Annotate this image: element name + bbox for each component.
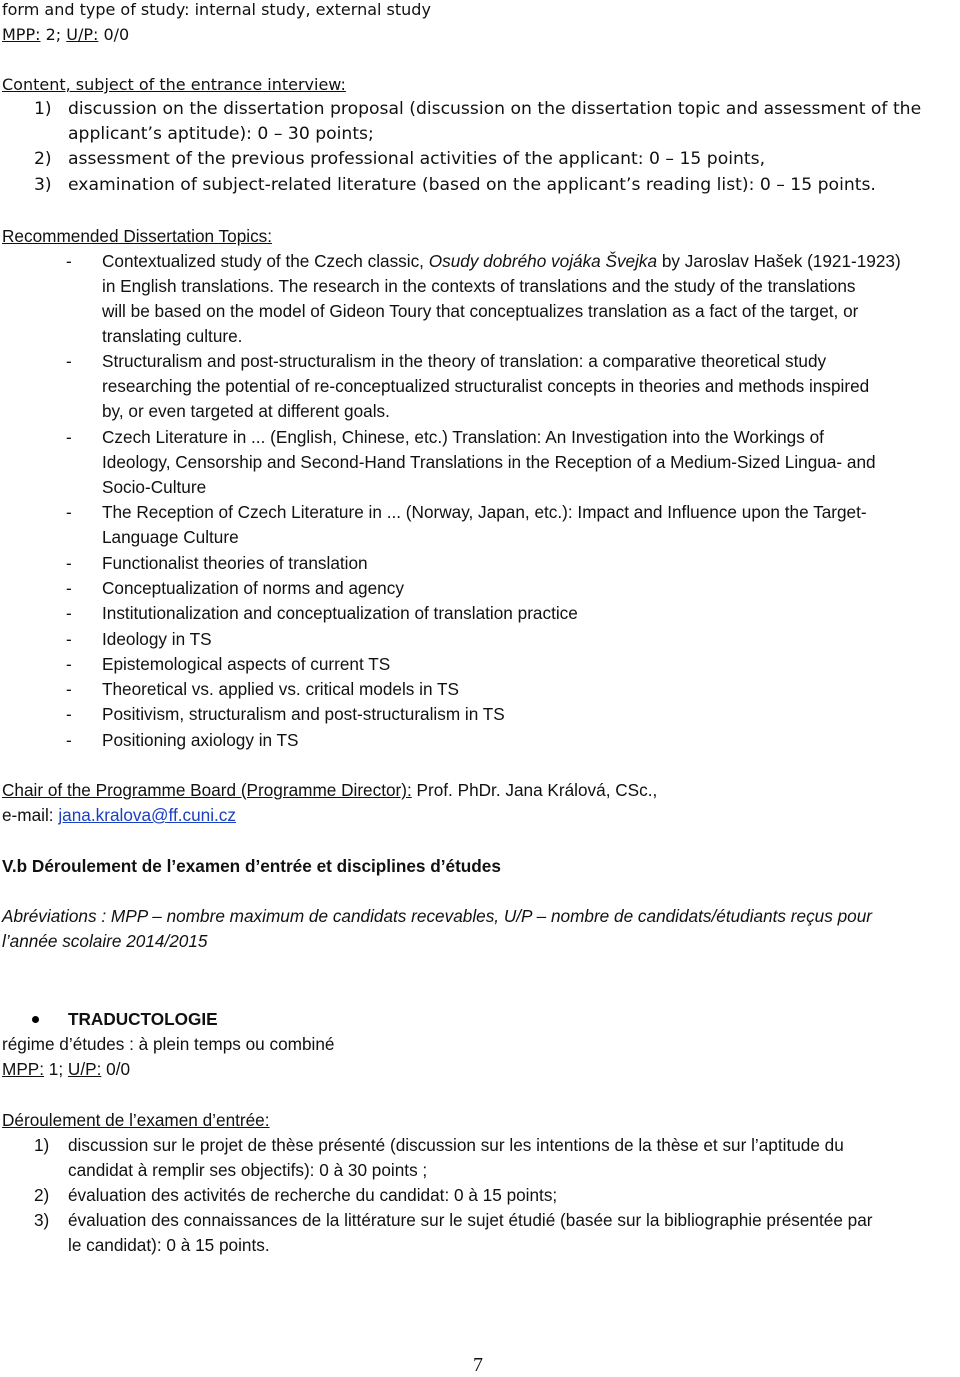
exam-heading: Déroulement de l’examen d’entrée: bbox=[2, 1110, 270, 1130]
topic-1-line: in English translations. The research in the contexts of translations and the study of the translations bbox=[102, 276, 856, 296]
topic-short: Theoretical vs. applied vs. critical models in TS bbox=[102, 679, 459, 699]
topic-1-line: translating culture. bbox=[102, 326, 243, 346]
list-dash: - bbox=[66, 603, 72, 623]
topic-3-line: Czech Literature in ... (English, Chinese, etc.) Translation: An Investigation into the Workings of bbox=[102, 427, 824, 447]
topic-3-line: Socio-Culture bbox=[102, 477, 207, 497]
topic-short: Positivism, structuralism and post-structuralism in TS bbox=[102, 704, 505, 724]
program-title: TRADUCTOLOGIE bbox=[68, 1009, 218, 1029]
exam-item-text: discussion sur le projet de thèse présenté (discussion sur les intentions de la thèse et sur l’aptitude du bbox=[68, 1135, 844, 1155]
interview-item-text: examination of subject-related literature (based on the applicant’s reading list): 0 – 15 points. bbox=[68, 175, 876, 195]
regime-line: régime d’études : à plein temps ou combiné bbox=[2, 1034, 335, 1054]
exam-item-text: le candidat): 0 à 15 points. bbox=[68, 1235, 270, 1255]
list-dash: - bbox=[66, 679, 72, 699]
bullet-icon bbox=[32, 1016, 39, 1023]
topic-short: Positioning axiology in TS bbox=[102, 730, 299, 750]
topic-1-line: Contextualized study of the Czech classic, Osudy dobrého vojáka Švejka by Jaroslav Hašek (1921-1923) bbox=[102, 251, 901, 271]
page-number: 7 bbox=[473, 1354, 483, 1376]
list-dash: - bbox=[66, 629, 72, 649]
list-dash: - bbox=[66, 578, 72, 598]
mpp-up-line: MPP: 1; U/P: 0/0 bbox=[2, 1059, 131, 1079]
topic-2-line: Structuralism and post-structuralism in the theory of translation: a comparative theoretical study bbox=[102, 351, 827, 371]
topic-short: Institutionalization and conceptualization of translation practice bbox=[102, 603, 578, 623]
topic-4-line: Language Culture bbox=[102, 527, 239, 547]
exam-item-text: évaluation des connaissances de la littérature sur le sujet étudié (basée sur la bibliographie présentée par bbox=[68, 1210, 873, 1230]
mpp-up-line: MPP: 2; U/P: 0/0 bbox=[2, 25, 130, 44]
topic-3-line: Ideology, Censorship and Second-Hand Translations in the Reception of a Medium-Sized Lingua- and bbox=[102, 452, 876, 472]
abbreviations-line: Abréviations : MPP – nombre maximum de candidats recevables, U/P – nombre de candidats/étudiants reçus pour bbox=[2, 906, 872, 926]
list-dash: - bbox=[66, 730, 72, 750]
topic-short: Ideology in TS bbox=[102, 629, 212, 649]
interview-item-number: 2) bbox=[34, 149, 52, 169]
exam-item-text: candidat à remplir ses objectifs): 0 à 30 points ; bbox=[68, 1160, 428, 1180]
email-line: e-mail: jana.kralova@ff.cuni.cz bbox=[2, 805, 236, 825]
interview-item-number: 3) bbox=[34, 175, 52, 195]
email-link[interactable]: jana.kralova@ff.cuni.cz bbox=[58, 805, 236, 825]
topic-short: Conceptualization of norms and agency bbox=[102, 578, 404, 598]
exam-item-text: évaluation des activités de recherche du candidat: 0 à 15 points; bbox=[68, 1185, 558, 1205]
interview-heading: Content, subject of the entrance interview: bbox=[2, 75, 346, 94]
topic-2-line: researching the potential of re-conceptualized structuralist concepts in theories and methods inspired bbox=[102, 376, 870, 396]
list-dash: - bbox=[66, 351, 72, 371]
topics-heading: Recommended Dissertation Topics: bbox=[2, 226, 273, 246]
topic-4-line: The Reception of Czech Literature in ... (Norway, Japan, etc.): Impact and Influence upon the Target- bbox=[102, 502, 867, 522]
exam-item-number: 3) bbox=[34, 1210, 50, 1230]
topic-short: Functionalist theories of translation bbox=[102, 553, 368, 573]
section-title: V.b Déroulement de l’examen d’entrée et disciplines d’études bbox=[2, 856, 501, 876]
interview-item-text: assessment of the previous professional activities of the applicant: 0 – 15 points, bbox=[68, 149, 766, 169]
list-dash: - bbox=[66, 704, 72, 724]
list-dash: - bbox=[66, 251, 72, 271]
list-dash: - bbox=[66, 427, 72, 447]
topic-short: Epistemological aspects of current TS bbox=[102, 654, 391, 674]
interview-item-text: applicant’s aptitude): 0 – 30 points; bbox=[68, 124, 374, 144]
list-dash: - bbox=[66, 502, 72, 522]
study-form-line: form and type of study: internal study, external study bbox=[2, 0, 431, 19]
topic-1-line: will be based on the model of Gideon Toury that conceptualizes translation as a fact of the target, or bbox=[102, 301, 859, 321]
abbreviations-line: l’année scolaire 2014/2015 bbox=[2, 931, 208, 951]
interview-item-number: 1) bbox=[34, 99, 52, 119]
exam-item-number: 1) bbox=[34, 1135, 50, 1155]
chair-line: Chair of the Programme Board (Programme Director): Prof. PhDr. Jana Králová, CSc., bbox=[2, 780, 658, 800]
exam-item-number: 2) bbox=[34, 1185, 50, 1205]
list-dash: - bbox=[66, 654, 72, 674]
interview-item-text: discussion on the dissertation proposal (discussion on the dissertation topic and assessment of the bbox=[68, 99, 922, 119]
list-dash: - bbox=[66, 553, 72, 573]
topic-2-line: by, or even targeted at different goals. bbox=[102, 401, 390, 421]
